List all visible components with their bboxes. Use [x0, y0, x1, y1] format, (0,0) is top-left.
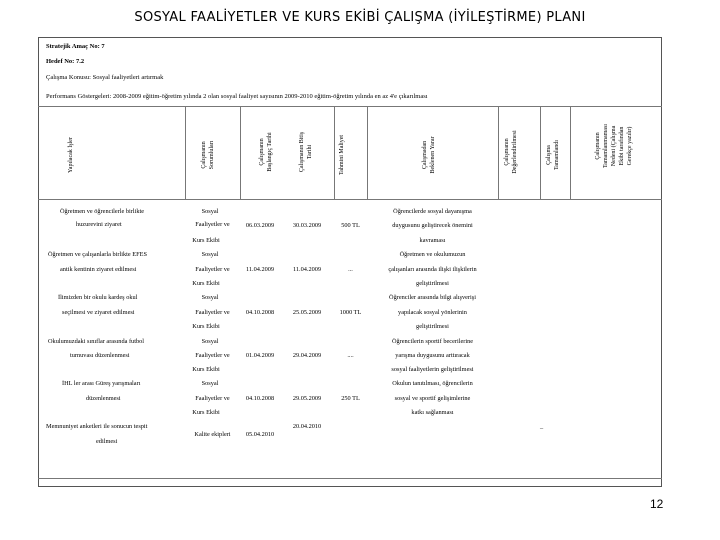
target-number: Hedef No: 7.2 — [46, 58, 85, 65]
row1-benefit-line2: duygusunu geliştirecek önemini — [392, 222, 473, 229]
row2-benefit-line1: Öğretmen ve okulumuzun — [399, 251, 466, 258]
work-topic: Çalışma Konusu: Sosyal faaliyetleri artırmak — [46, 74, 164, 81]
row4-resp-line3: Kurs Ekibi — [192, 366, 220, 373]
row4-benefit-line1: Öğrencilerin sportif becerilerine — [391, 338, 474, 345]
row5-benefit-line3: katkı sağlanması — [411, 409, 454, 416]
row5-resp-line3: Kurs Ekibi — [192, 409, 220, 416]
row3-task-line2: seçilmesi ve ziyaret edilmesi — [62, 309, 135, 316]
row1-benefit-line3: kavraması — [419, 237, 446, 244]
row2-resp-line2: Faaliyetler ve — [195, 266, 230, 273]
row3-resp-line3: Kurs Ekibi — [192, 323, 220, 330]
row3-start: 04.10.2008 — [245, 309, 275, 316]
col-benefit-header: Çalışmadan Beklenen Yarar — [422, 136, 436, 174]
row6-task-line1: Memnuniyet anketleri ile sonucun tespit — [46, 423, 148, 430]
row5-resp-line2: Faaliyetler ve — [195, 395, 230, 402]
row2-start: 11.04.2009 — [245, 266, 275, 273]
row5-benefit-line2: sosyal ve sportif gelişimlerine — [394, 395, 471, 402]
performance-indicator: Performans Göstergeleri: 2008-2009 eğitim-öğretim yılında 2 olan sosyal faaliyet sayısının 2009-2010 eğitim-öğretim yılında en az 4'e çıkarılması — [46, 93, 428, 100]
col-reason-header: Çalışmanın Tamamlanmaması Nedeni (Çalışma Ekibi tarafından Gerekçe yazılır) — [595, 124, 633, 168]
row4-benefit-line2: yarışma duygusunu arttıracak — [395, 352, 470, 359]
row5-start: 04.10.2008 — [245, 395, 275, 402]
row4-end: 29.04.2009 — [292, 352, 322, 359]
row3-task-line1: İlimizden bir okulu kardeş okul — [58, 294, 138, 301]
row6-resp: Kalite ekipleri — [194, 431, 231, 438]
col-tasks-header: Yapılacak İşler — [68, 137, 74, 173]
col-cost-header: Tahmini Maliyet — [339, 134, 345, 176]
row2-cost: ... — [348, 266, 353, 273]
col-completed-header: Çalışma Tamamlandı — [546, 140, 560, 170]
row5-resp-line1: Sosyal — [201, 380, 219, 387]
row2-benefit-line2: çalışanları arasında ilişki ilişkilerin — [388, 266, 477, 273]
row5-task-line2: düzenlenmesi — [86, 395, 121, 402]
row2-task-line2: antik kentinin ziyaret edilmesi — [60, 266, 137, 273]
row1-cost: 500 TL — [341, 222, 360, 229]
row1-resp-line2: Faaliyetler ve — [195, 221, 230, 228]
row1-resp-line1: Sosyal — [201, 208, 219, 215]
col-evaluation-header: Çalışmanın Değerlendirilmesi — [504, 130, 518, 174]
row5-end: 29.05.2009 — [292, 395, 322, 402]
row5-benefit-line1: Okulun tanıtılması, öğrencilerin — [392, 380, 473, 387]
row6-note: – — [540, 425, 544, 432]
row1-resp-line3: Kurs Ekibi — [192, 237, 220, 244]
row3-benefit-line3: geliştirilmesi — [416, 323, 449, 330]
row2-resp-line1: Sosyal — [201, 251, 219, 258]
col-end-header: Çalışmanın Bitiş Tarihi — [299, 131, 313, 173]
row2-end: 11.04.2009 — [292, 266, 322, 273]
row6-task-line2: edilmesi — [96, 438, 118, 445]
row3-benefit-line1: Öğrenciler arasında bilgi alışverişi — [389, 294, 476, 301]
row6-start: 05.04.2010 — [245, 431, 275, 438]
row4-cost: .... — [347, 352, 354, 359]
page-title: SOSYAL FAALİYETLER VE KURS EKİBİ ÇALIŞMA (İYİLEŞTİRME) PLANI — [134, 10, 586, 25]
row4-resp-line1: Sosyal — [201, 338, 219, 345]
row5-task-line1: İHL ler arası Güreş yarışmaları — [62, 380, 141, 387]
row2-benefit-line3: geliştirilmesi — [416, 280, 449, 287]
row4-task-line2: turnuvası düzenlenmesi — [70, 352, 130, 359]
row4-benefit-line3: sosyal faaliyetlerin geliştirilmesi — [391, 366, 474, 373]
row5-cost: 250 TL — [341, 395, 360, 402]
strategic-goal: Stratejik Amaç No: 7 — [46, 43, 105, 50]
row1-task-line2: huzurevini ziyaret — [76, 221, 122, 228]
row3-benefit-line2: yapılacak sosyal yönlerinin — [398, 309, 467, 316]
col-responsible-header: Çalışmanın Sorumluları — [201, 140, 215, 170]
row4-resp-line2: Faaliyetler ve — [195, 352, 230, 359]
row2-resp-line3: Kurs Ekibi — [192, 280, 220, 287]
row1-task-line1: Öğretmen ve öğrencilerle birlikte — [60, 208, 145, 215]
plan-table-frame — [38, 37, 662, 487]
col-start-header: Çalışmanın Başlangıç Tarihi — [259, 132, 273, 172]
row1-benefit-line1: Öğrencilerde sosyal dayanışma — [393, 208, 472, 215]
page-number: 12 — [650, 497, 664, 511]
row6-end: 20.04.2010 — [292, 423, 322, 430]
row1-start: 06.03.2009 — [245, 222, 275, 229]
row3-cost: 1000 TL — [339, 309, 362, 316]
row2-task-line1: Öğretmen ve çalışanlarla birlikte EFES — [48, 251, 147, 258]
row4-start: 01.04.2009 — [245, 352, 275, 359]
row3-resp-line2: Faaliyetler ve — [195, 309, 230, 316]
row1-end: 30.03.2009 — [292, 222, 322, 229]
row3-resp-line1: Sosyal — [201, 294, 219, 301]
row4-task-line1: Okulumuzdaki sınıflar arasında futbol — [48, 338, 145, 345]
row3-end: 25.05.2009 — [292, 309, 322, 316]
